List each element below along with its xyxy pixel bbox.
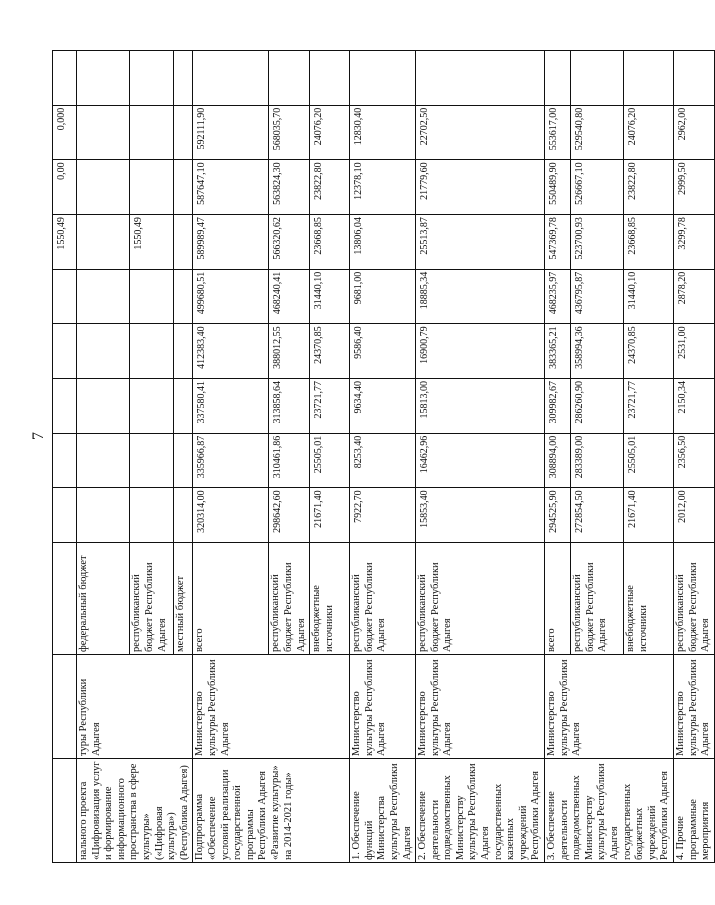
value-cell: 0,00 (53, 160, 77, 215)
source-cell: всего (545, 543, 571, 655)
row-name-cell: 1. Обеспечение функций Министерства культуры Республики Адыгея (350, 759, 416, 863)
table-row (53, 51, 77, 863)
value-cell: 21671,40 (310, 488, 350, 543)
source-cell (53, 543, 77, 655)
value-cell: 24370,85 (310, 324, 350, 379)
value-cell: 0,000 (53, 105, 77, 160)
value-cell: 529540,80 (571, 105, 624, 160)
value-cell: 24370,85 (624, 324, 674, 379)
value-cell: 23822,80 (310, 160, 350, 215)
value-cell: 308894,00 (545, 433, 571, 488)
source-cell: республиканский бюджет Республики Адыгея (416, 543, 545, 655)
value-cell (174, 269, 193, 324)
row-name-cell: 3. Обеспечение деятельности подведомственных Министерству культуры Республики Адыгея государственных бюджетных учреждений Республики Адыгея (545, 759, 674, 863)
value-cell: 553617,00 (545, 105, 571, 160)
value-cell (77, 379, 130, 434)
value-cell (545, 51, 571, 106)
value-cell: 286260,90 (571, 379, 624, 434)
value-cell (77, 215, 130, 270)
value-cell: 16900,79 (416, 324, 545, 379)
value-cell: 25513,87 (416, 215, 545, 270)
value-cell: 388012,55 (269, 324, 310, 379)
value-cell (624, 51, 674, 106)
value-cell (174, 51, 193, 106)
value-cell (77, 324, 130, 379)
value-cell: 23668,85 (624, 215, 674, 270)
value-cell (174, 324, 193, 379)
value-cell: 24076,20 (624, 105, 674, 160)
responsible-cell: Министерство культуры Республики Адыгея (545, 655, 674, 759)
value-cell: 2356,50 (673, 433, 714, 488)
value-cell: 272854,50 (571, 488, 624, 543)
value-cell: 592111,90 (193, 105, 269, 160)
value-cell (174, 105, 193, 160)
source-cell: местный бюджет (174, 543, 193, 655)
value-cell: 1550,49 (53, 215, 77, 270)
value-cell: 31440,10 (310, 269, 350, 324)
value-cell: 3299,78 (673, 215, 714, 270)
value-cell: 31440,10 (624, 269, 674, 324)
value-cell: 310461,86 (269, 433, 310, 488)
value-cell (77, 433, 130, 488)
row-name-cell (53, 759, 77, 863)
value-cell: 15813,00 (416, 379, 545, 434)
value-cell: 9586,40 (350, 324, 416, 379)
value-cell: 468235,97 (545, 269, 571, 324)
value-cell (130, 269, 174, 324)
value-cell: 523700,93 (571, 215, 624, 270)
value-cell (350, 51, 416, 106)
responsible-cell: Министерство культуры Республики Адыгея (350, 655, 416, 759)
value-cell: 436795,87 (571, 269, 624, 324)
value-cell (53, 379, 77, 434)
source-cell: внебюджетные источники (310, 543, 350, 655)
source-cell: республиканский бюджет Республики Адыгея (673, 543, 714, 655)
value-cell (77, 105, 130, 160)
value-cell: 2531,00 (673, 324, 714, 379)
source-cell: федеральный бюджет (77, 543, 130, 655)
value-cell: 589989,47 (193, 215, 269, 270)
value-cell: 294525,90 (545, 488, 571, 543)
value-cell: 2999,50 (673, 160, 714, 215)
value-cell: 550489,90 (545, 160, 571, 215)
table-row (350, 51, 416, 863)
value-cell: 9681,00 (350, 269, 416, 324)
table-row (673, 51, 714, 863)
row-name-cell: нального проекта «Цифровизация услуг и формирование информационного пространства в сфере культуры» («Цифровая культура») (Республика Адыгея) (77, 759, 193, 863)
value-cell: 23668,85 (310, 215, 350, 270)
value-cell (193, 51, 269, 106)
value-cell (174, 488, 193, 543)
value-cell: 18885,34 (416, 269, 545, 324)
row-name-cell: 4. Прочие программные мероприятия (673, 759, 714, 863)
row-name-cell: Подпрограмма «Обеспечение условий реализации государственной программы Республики Адыгея «Развитие культуры» на 2014-2021 годы» (193, 759, 350, 863)
value-cell: 8253,40 (350, 433, 416, 488)
value-cell (77, 269, 130, 324)
value-cell: 25505,01 (624, 433, 674, 488)
table-row (77, 51, 130, 863)
value-cell: 1550,49 (130, 215, 174, 270)
value-cell (130, 488, 174, 543)
value-cell (130, 51, 174, 106)
value-cell: 526667,10 (571, 160, 624, 215)
value-cell: 9634,40 (350, 379, 416, 434)
budget-table (52, 50, 715, 863)
value-cell: 23822,80 (624, 160, 674, 215)
value-cell: 7922,70 (350, 488, 416, 543)
value-cell (130, 105, 174, 160)
value-cell (77, 488, 130, 543)
table-row (545, 51, 571, 863)
value-cell (310, 51, 350, 106)
value-cell (77, 51, 130, 106)
value-cell: 563824,30 (269, 160, 310, 215)
value-cell: 16462,96 (416, 433, 545, 488)
value-cell: 309982,67 (545, 379, 571, 434)
value-cell: 22702,50 (416, 105, 545, 160)
value-cell: 12830,40 (350, 105, 416, 160)
value-cell: 358994,36 (571, 324, 624, 379)
value-cell (174, 215, 193, 270)
source-cell: республиканский бюджет Республики Адыгея (269, 543, 310, 655)
value-cell: 337580,41 (193, 379, 269, 434)
value-cell: 15853,40 (416, 488, 545, 543)
value-cell: 25505,01 (310, 433, 350, 488)
responsible-cell: Министерство культуры Республики Адыгея (673, 655, 714, 759)
value-cell: 468240,41 (269, 269, 310, 324)
value-cell: 12378,10 (350, 160, 416, 215)
value-cell: 298642,60 (269, 488, 310, 543)
value-cell: 23721,77 (624, 379, 674, 434)
value-cell (174, 433, 193, 488)
value-cell (416, 51, 545, 106)
value-cell (130, 433, 174, 488)
value-cell: 2962,00 (673, 105, 714, 160)
responsible-cell (53, 655, 77, 759)
value-cell: 283389,00 (571, 433, 624, 488)
value-cell (53, 433, 77, 488)
source-cell: внебюджетные источники (624, 543, 674, 655)
responsible-cell: Министерство культуры Республики Адыгея (416, 655, 545, 759)
source-cell: республиканский бюджет Республики Адыгея (571, 543, 624, 655)
value-cell: 499680,51 (193, 269, 269, 324)
value-cell (53, 488, 77, 543)
value-cell: 2150,34 (673, 379, 714, 434)
value-cell (53, 269, 77, 324)
value-cell: 335966,87 (193, 433, 269, 488)
value-cell: 547369,78 (545, 215, 571, 270)
value-cell (53, 324, 77, 379)
value-cell (174, 379, 193, 434)
value-cell: 383365,21 (545, 324, 571, 379)
value-cell: 21779,60 (416, 160, 545, 215)
responsible-cell: Министерство культуры Республики Адыгея (193, 655, 350, 759)
value-cell (269, 51, 310, 106)
value-cell (77, 160, 130, 215)
value-cell: 21671,40 (624, 488, 674, 543)
value-cell: 2878,20 (673, 269, 714, 324)
value-cell: 587647,10 (193, 160, 269, 215)
source-cell: республиканский бюджет Республики Адыгея (350, 543, 416, 655)
value-cell: 320314,00 (193, 488, 269, 543)
value-cell: 24076,20 (310, 105, 350, 160)
table-row (193, 51, 269, 863)
value-cell: 313858,64 (269, 379, 310, 434)
value-cell (130, 379, 174, 434)
value-cell: 23721,77 (310, 379, 350, 434)
budget-table-rotated (52, 51, 715, 863)
value-cell: 2012,00 (673, 488, 714, 543)
value-cell (673, 51, 714, 106)
table-row (416, 51, 545, 863)
row-name-cell: 2. Обеспечение деятельности подведомственных Министерству культуры Республики Адыгея государственных казенных учреждений Республики Адыгея (416, 759, 545, 863)
value-cell (130, 324, 174, 379)
value-cell: 412383,40 (193, 324, 269, 379)
source-cell: республиканский бюджет Республики Адыгея (130, 543, 174, 655)
responsible-cell: туры Республики Адыгея (77, 655, 193, 759)
value-cell: 566320,62 (269, 215, 310, 270)
page-number: 7 (30, 432, 47, 440)
value-cell: 568035,70 (269, 105, 310, 160)
value-cell (130, 160, 174, 215)
source-cell: всего (193, 543, 269, 655)
value-cell (571, 51, 624, 106)
value-cell: 13806,04 (350, 215, 416, 270)
value-cell (53, 51, 77, 106)
value-cell (174, 160, 193, 215)
